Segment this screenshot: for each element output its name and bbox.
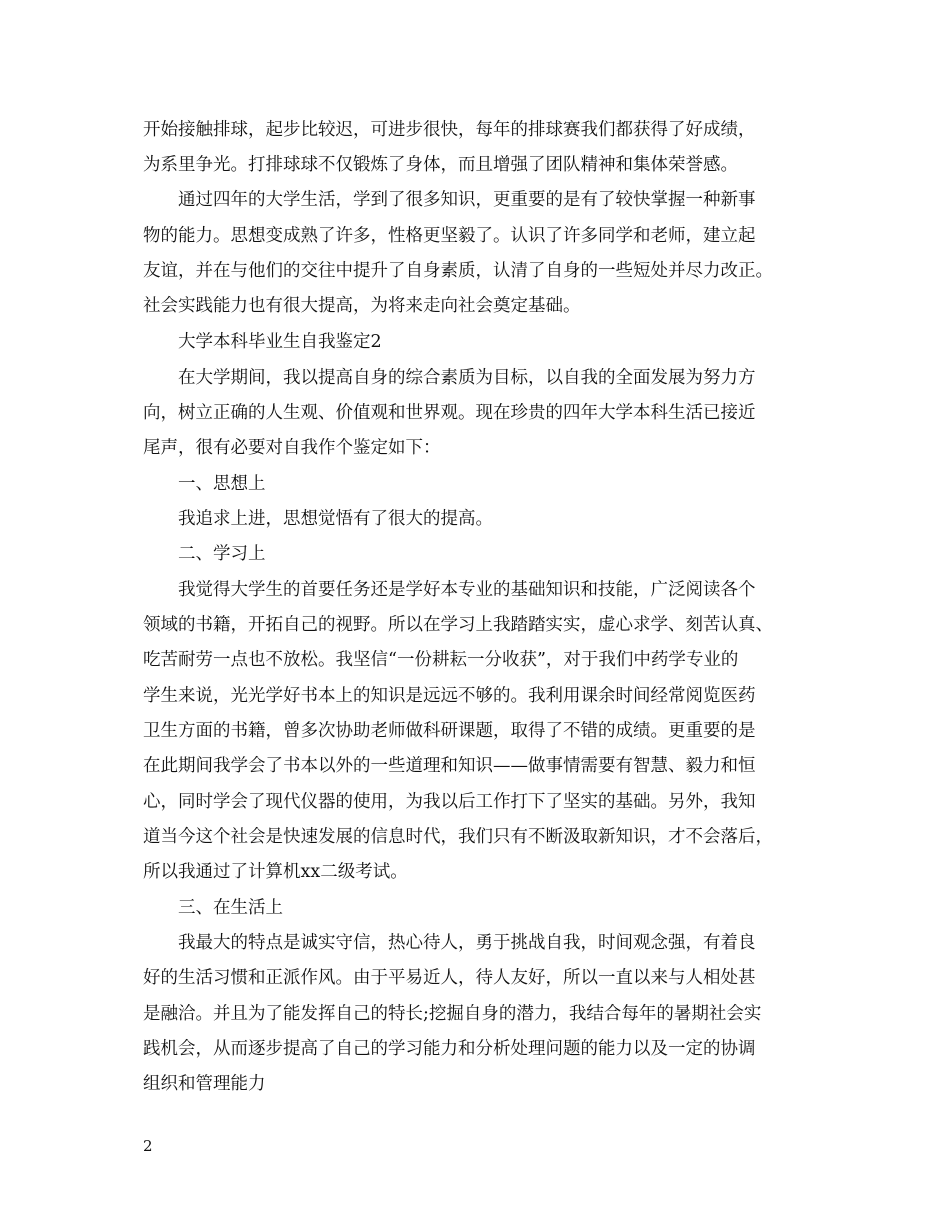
text-line: 为系里争光。打排球球不仅锻炼了身体，而且增强了团队精神和集体荣誉感。 <box>143 155 738 175</box>
text-line: 物的能力。思想变成熟了许多，性格更坚毅了。认识了许多同学和老师，建立起 <box>143 226 756 246</box>
text-line: 向，树立正确的人生观、价值观和世界观。现在珍贵的四年大学本科生活已接近 <box>143 403 756 423</box>
text-line: 好的生活习惯和正派作风。由于平易近人，待人友好，所以一直以来与人相处甚 <box>143 968 756 988</box>
text-line: 我觉得大学生的首要任务还是学好本专业的基础知识和技能，广泛阅读各个 <box>178 580 756 600</box>
section-heading: 二、学习上 <box>178 544 266 564</box>
text-line: 在此期间我学会了书本以外的一些道理和知识——做事情需要有智慧、毅力和恒 <box>143 756 756 776</box>
section-heading: 大学本科毕业生自我鉴定2 <box>178 332 382 352</box>
text-line: 友谊，并在与他们的交往中提升了自身素质，认清了自身的一些短处并尽力改正。 <box>143 261 773 281</box>
text-line: 社会实践能力也有很大提高，为将来走向社会奠定基础。 <box>143 296 581 316</box>
text-line: 尾声，很有必要对自我作个鉴定如下： <box>143 438 441 458</box>
text-line: 学生来说，光光学好书本上的知识是远远不够的。我利用课余时间经常阅览医药 <box>143 686 756 706</box>
section-heading: 一、思想上 <box>178 474 266 494</box>
page-number: 2 <box>143 1137 153 1155</box>
text-line: 我追求上进，思想觉悟有了很大的提高。 <box>178 509 493 529</box>
text-line: 所以我通过了计算机xx二级考试。 <box>143 862 408 882</box>
text-line: 是融洽。并且为了能发挥自己的特长;挖掘自身的潜力，我结合每年的暑期社会实 <box>143 1004 762 1024</box>
section-heading: 三、在生活上 <box>178 898 283 918</box>
text-line: 领域的书籍，开拓自己的视野。所以在学习上我踏踏实实，虚心求学、刻苦认真、 <box>143 615 773 635</box>
text-line: 开始接触排球，起步比较迟，可进步很快，每年的排球赛我们都获得了好成绩， <box>143 120 756 140</box>
text-line: 践机会，从而逐步提高了自己的学习能力和分析处理问题的能力以及一定的协调 <box>143 1039 756 1059</box>
text-line: 卫生方面的书籍，曾多次协助老师做科研课题，取得了不错的成绩。更重要的是 <box>143 721 756 741</box>
text-line: 吃苦耐劳一点也不放松。我坚信“一份耕耘一分收获”，对于我们中药学专业的 <box>143 650 739 670</box>
text-line: 我最大的特点是诚实守信，热心待人，勇于挑战自我，时间观念强，有着良 <box>178 933 756 953</box>
text-line: 心，同时学会了现代仪器的使用，为我以后工作打下了坚实的基础。另外，我知 <box>143 792 756 812</box>
text-line: 在大学期间，我以提高自身的综合素质为目标，以自我的全面发展为努力方 <box>178 368 756 388</box>
text-line: 道当今这个社会是快速发展的信息时代，我们只有不断汲取新知识，才不会落后， <box>143 827 773 847</box>
text-line: 通过四年的大学生活，学到了很多知识，更重要的是有了较快掌握一种新事 <box>178 190 756 210</box>
text-line: 组织和管理能力 <box>143 1074 266 1094</box>
